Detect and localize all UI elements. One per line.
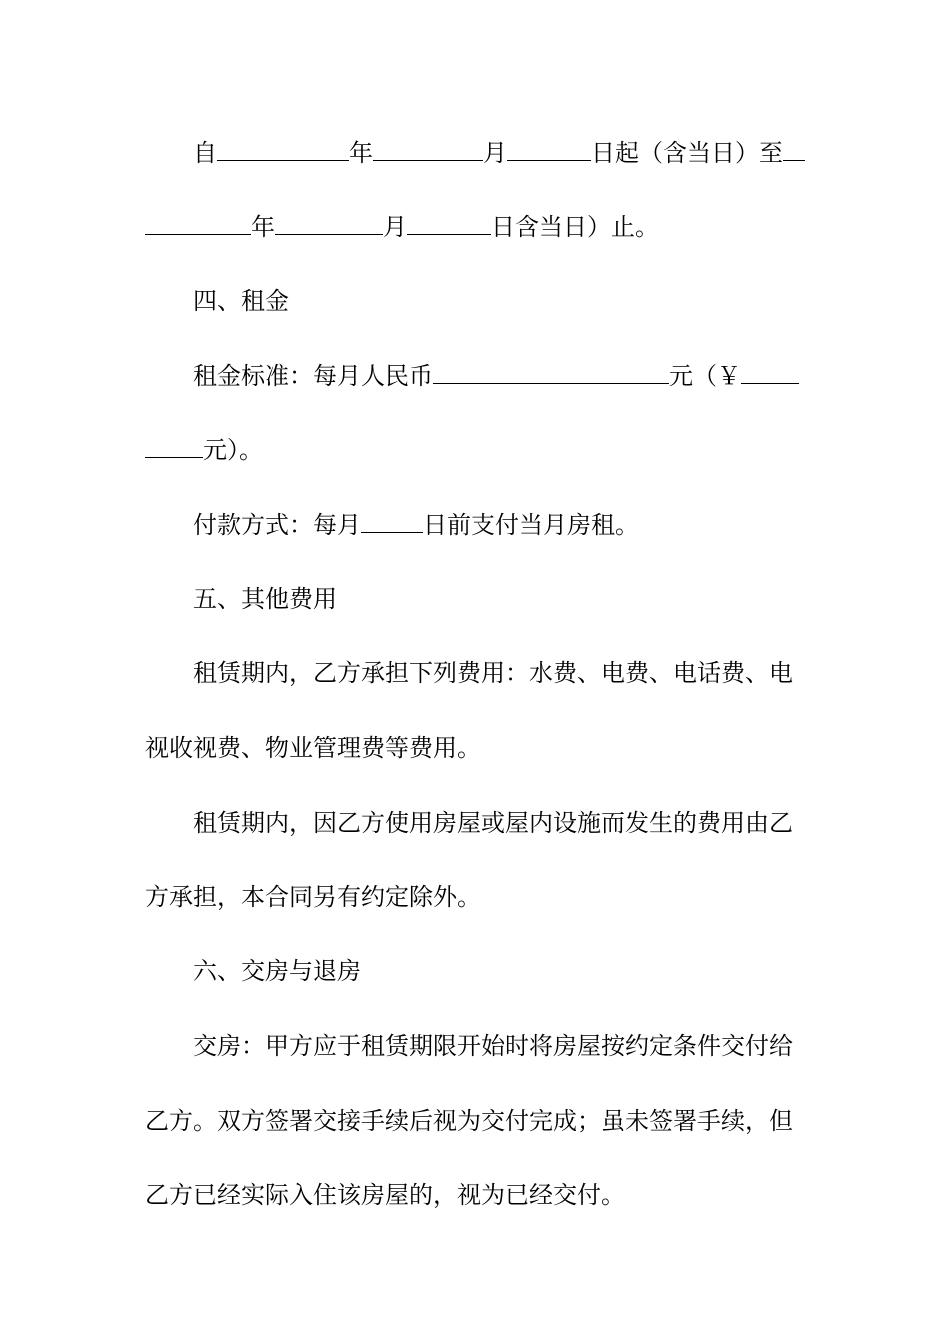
blank-start-day[interactable] (507, 138, 591, 161)
blank-end-day[interactable] (407, 212, 491, 235)
blank-rent-amount-words[interactable] (433, 361, 669, 384)
handover-paragraph-line-3: 乙方已经实际入住该房屋的，视为已经交付。 (145, 1181, 625, 1209)
text-yuan-close: 元）。 (203, 436, 263, 464)
blank-end-year[interactable] (145, 212, 251, 235)
blank-rent-amount-number[interactable] (145, 435, 203, 458)
text-rent-standard: 租金标准：每月人民币 (193, 362, 433, 390)
text-month: 月 (383, 213, 407, 241)
payment-method-line (145, 510, 853, 540)
blank-end-year-start[interactable] (783, 138, 805, 161)
rent-standard-line-cont (145, 435, 805, 465)
text-payment-terms: 日前支付当月房租。 (423, 511, 639, 539)
usage-fees-paragraph-line-1: 租赁期内，因乙方使用房屋或屋内设施而发生的费用由乙 (193, 809, 793, 837)
text-payment-method: 付款方式：每月 (193, 511, 361, 539)
fees-paragraph-line-2: 视收视费、物业管理费等费用。 (145, 734, 481, 762)
text-year: 年 (251, 213, 275, 241)
text-month: 月 (483, 139, 507, 167)
rent-standard-line (145, 361, 853, 391)
blank-start-year[interactable] (217, 138, 349, 161)
blank-rent-amount-number-start[interactable] (741, 361, 799, 384)
section-heading-handover: 六、交房与退房 (193, 957, 361, 985)
handover-paragraph-line-2: 乙方。双方签署交接手续后视为交付完成；虽未签署手续，但 (145, 1107, 793, 1135)
text-yuan-yen: 元（￥ (669, 362, 741, 390)
section-heading-other-fees: 五、其他费用 (193, 585, 337, 613)
text-day-end: 日含当日）止。 (491, 213, 659, 241)
text-day-to: 日起（含当日）至 (591, 139, 783, 167)
lease-end-date-line (145, 212, 805, 242)
blank-payment-day[interactable] (361, 510, 423, 533)
text-year: 年 (349, 139, 373, 167)
fees-paragraph-line-1: 租赁期内，乙方承担下列费用：水费、电费、电话费、电 (193, 659, 793, 687)
section-heading-rent: 四、租金 (193, 287, 289, 315)
usage-fees-paragraph-line-2: 方承担，本合同另有约定除外。 (145, 883, 481, 911)
lease-start-date-line (145, 138, 853, 168)
text-from: 自 (193, 139, 217, 167)
handover-paragraph-line-1: 交房：甲方应于租赁期限开始时将房屋按约定条件交付给 (193, 1032, 793, 1060)
blank-end-month[interactable] (275, 212, 383, 235)
blank-start-month[interactable] (373, 138, 483, 161)
